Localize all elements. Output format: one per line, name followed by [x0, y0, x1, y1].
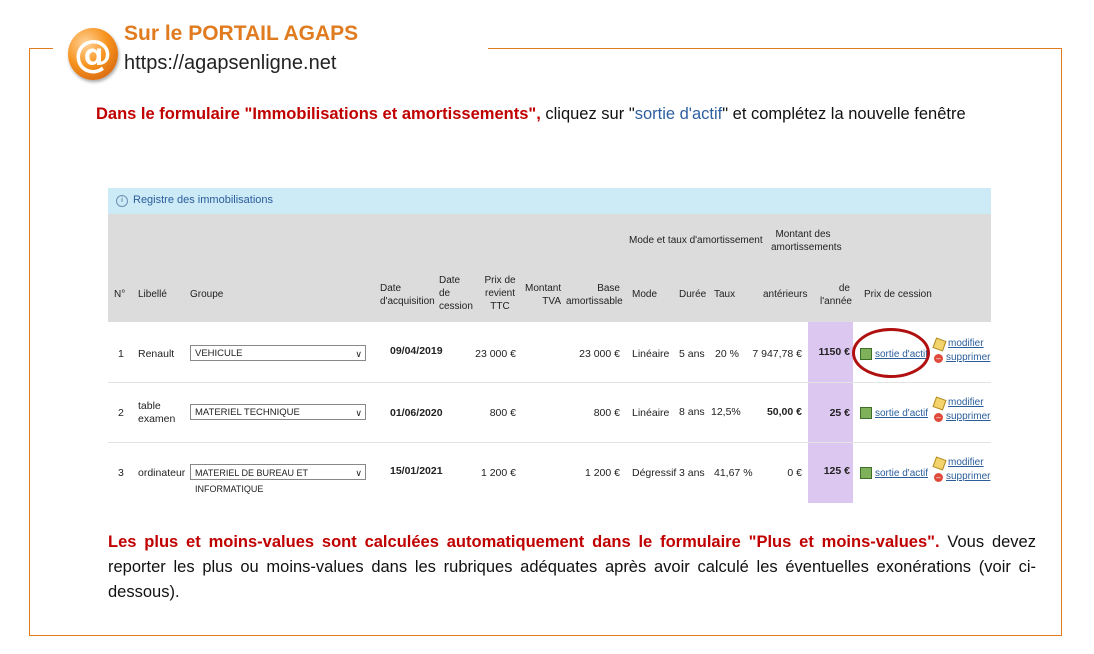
row3-anterieurs: 0 € [787, 467, 802, 479]
footer-text [108, 530, 1036, 605]
row2-date-acquisition: 01/06/2020 [390, 407, 443, 419]
row3-num: 3 [118, 467, 124, 479]
portal-title: Sur le PORTAIL AGAPS [124, 22, 359, 45]
row3-date-acquisition: 15/01/2021 [390, 465, 443, 477]
row3-duree: 3 ans [679, 467, 705, 479]
chevron-down-icon: ∨ [355, 349, 362, 359]
row2-libelle: table examen [138, 400, 176, 425]
row3-groupe-select[interactable] [190, 464, 366, 494]
frame-border-right [1061, 48, 1062, 636]
chevron-down-icon: ∨ [355, 468, 362, 478]
footer-bold-text: Les plus et moins-values sont calculées automatiquement dans le formulaire "Plus et moins-values". [108, 533, 940, 551]
row2-supprimer-link[interactable] [934, 410, 990, 424]
row2-groupe-select[interactable] [190, 404, 366, 420]
row1-mode: Linéaire [632, 348, 670, 360]
supprimer-label: supprimer [946, 411, 991, 422]
frame-border-top-right [488, 48, 1062, 49]
row2-num: 2 [118, 407, 124, 419]
header-mode-taux: Mode et taux d'amortissement [629, 235, 763, 246]
row2-actions [934, 396, 990, 424]
col-num: N° [114, 289, 126, 300]
col-montant-tva: Montant TVA [525, 283, 562, 307]
pencil-icon [932, 396, 946, 410]
col-taux: Taux [714, 289, 736, 300]
row3-sortie-actif-link[interactable] [860, 467, 928, 479]
portal-url: https://agapsenligne.net [124, 52, 337, 74]
col-annee: de l'année [820, 283, 852, 307]
row3-libelle: ordinateur [138, 467, 186, 479]
chevron-down-icon: ∨ [355, 408, 362, 418]
at-sign-logo-icon: @ [68, 28, 118, 80]
frame-border-bottom [29, 635, 1062, 636]
row1-groupe-select[interactable] [190, 345, 366, 361]
row3-modifier-link[interactable] [934, 456, 990, 470]
row1-taux: 20 % [715, 348, 739, 360]
row3-taux: 41,67 % [714, 467, 753, 479]
instruction-form-name: Dans le formulaire "Immobilisations et amortissements", [96, 105, 541, 123]
modifier-label: modifier [948, 397, 984, 408]
row1-groupe-value: VEHICULE [195, 348, 243, 359]
col-mode: Mode [632, 289, 658, 300]
instruction-text-part: cliquez sur " [540, 105, 635, 123]
pencil-icon [932, 456, 946, 470]
row1-annee: 1150 € [818, 346, 850, 358]
info-icon: i [116, 195, 128, 207]
delete-icon: – [934, 413, 943, 422]
pencil-icon [932, 337, 946, 351]
row3-mode: Dégressif [632, 467, 677, 479]
row1-actions [934, 337, 990, 365]
supprimer-label: supprimer [946, 471, 991, 482]
instruction-text [96, 102, 1036, 127]
col-date-cession: Date de cession [439, 275, 473, 312]
row2-anterieurs: 50,00 € [766, 406, 802, 418]
row2-duree: 8 ans [679, 406, 705, 418]
col-libelle: Libellé [138, 289, 167, 300]
row1-supprimer-link[interactable] [934, 351, 990, 365]
col-duree: Durée [679, 289, 707, 300]
row-divider [108, 442, 991, 443]
row3-actions [934, 456, 990, 484]
row1-date-acquisition: 09/04/2019 [390, 345, 443, 357]
row2-groupe-value: MATERIEL TECHNIQUE [195, 407, 300, 418]
sortie-actif-label: sortie d'actif [875, 467, 929, 479]
row1-duree: 5 ans [679, 348, 705, 360]
sortie-actif-label: sortie d'actif [875, 407, 929, 419]
row1-prix: 23 000 € [475, 348, 516, 360]
supprimer-label: supprimer [946, 352, 991, 363]
col-prix-cession: Prix de cession [864, 289, 932, 300]
delete-icon: – [934, 473, 943, 482]
sortie-actif-label: sortie d'actif [875, 348, 929, 360]
row1-modifier-link[interactable] [934, 337, 990, 351]
row1-libelle: Renault [138, 348, 175, 360]
highlight-circle [852, 328, 930, 378]
row2-annee: 25 € [829, 407, 850, 419]
row1-base: 23 000 € [579, 348, 620, 360]
row3-prix: 1 200 € [480, 467, 516, 479]
frame-border-top-left [29, 48, 53, 49]
row1-num: 1 [118, 348, 124, 360]
frame-border-left [29, 48, 30, 636]
row2-modifier-link[interactable] [934, 396, 990, 410]
modifier-label: modifier [948, 457, 984, 468]
col-prix-revient: Prix de revient TTC [484, 275, 516, 312]
instruction-text-end: " et complétez la nouvelle fenêtre [722, 105, 966, 123]
row3-annee: 125 € [823, 465, 850, 477]
register-title: Registre des immobilisations [133, 194, 273, 206]
row2-mode: Linéaire [632, 407, 670, 419]
instruction-link-text: sortie d'actif [634, 105, 723, 123]
row2-prix: 800 € [489, 407, 516, 419]
row1-anterieurs: 7 947,78 € [752, 348, 802, 360]
footer-body-text: Vous devez reporter les plus ou moins-values dans les rubriques adéquates après avoir calculé les éventuelles exonérations (voir ci-dessous). [108, 533, 1036, 601]
col-base-amortissable: Base amortissable [566, 283, 623, 307]
row2-sortie-actif-link[interactable] [860, 407, 928, 419]
document-icon [860, 407, 872, 419]
col-date-acquisition: Date d'acquisition [380, 283, 435, 307]
row3-supprimer-link[interactable] [934, 470, 990, 484]
header-montant: Montant des amortissements [771, 229, 842, 253]
modifier-label: modifier [948, 338, 984, 349]
row2-taux: 12,5% [711, 406, 741, 418]
row3-base: 1 200 € [584, 467, 620, 479]
document-icon [860, 467, 872, 479]
row3-groupe-value: MATERIEL DE BUREAU ET INFORMATIQUE [195, 468, 308, 494]
register-screenshot [108, 188, 991, 503]
register-header [108, 188, 991, 214]
row2-base: 800 € [593, 407, 620, 419]
row-divider [108, 382, 991, 383]
col-anterieurs: antérieurs [763, 289, 808, 300]
col-groupe: Groupe [190, 289, 224, 300]
delete-icon: – [934, 354, 943, 363]
